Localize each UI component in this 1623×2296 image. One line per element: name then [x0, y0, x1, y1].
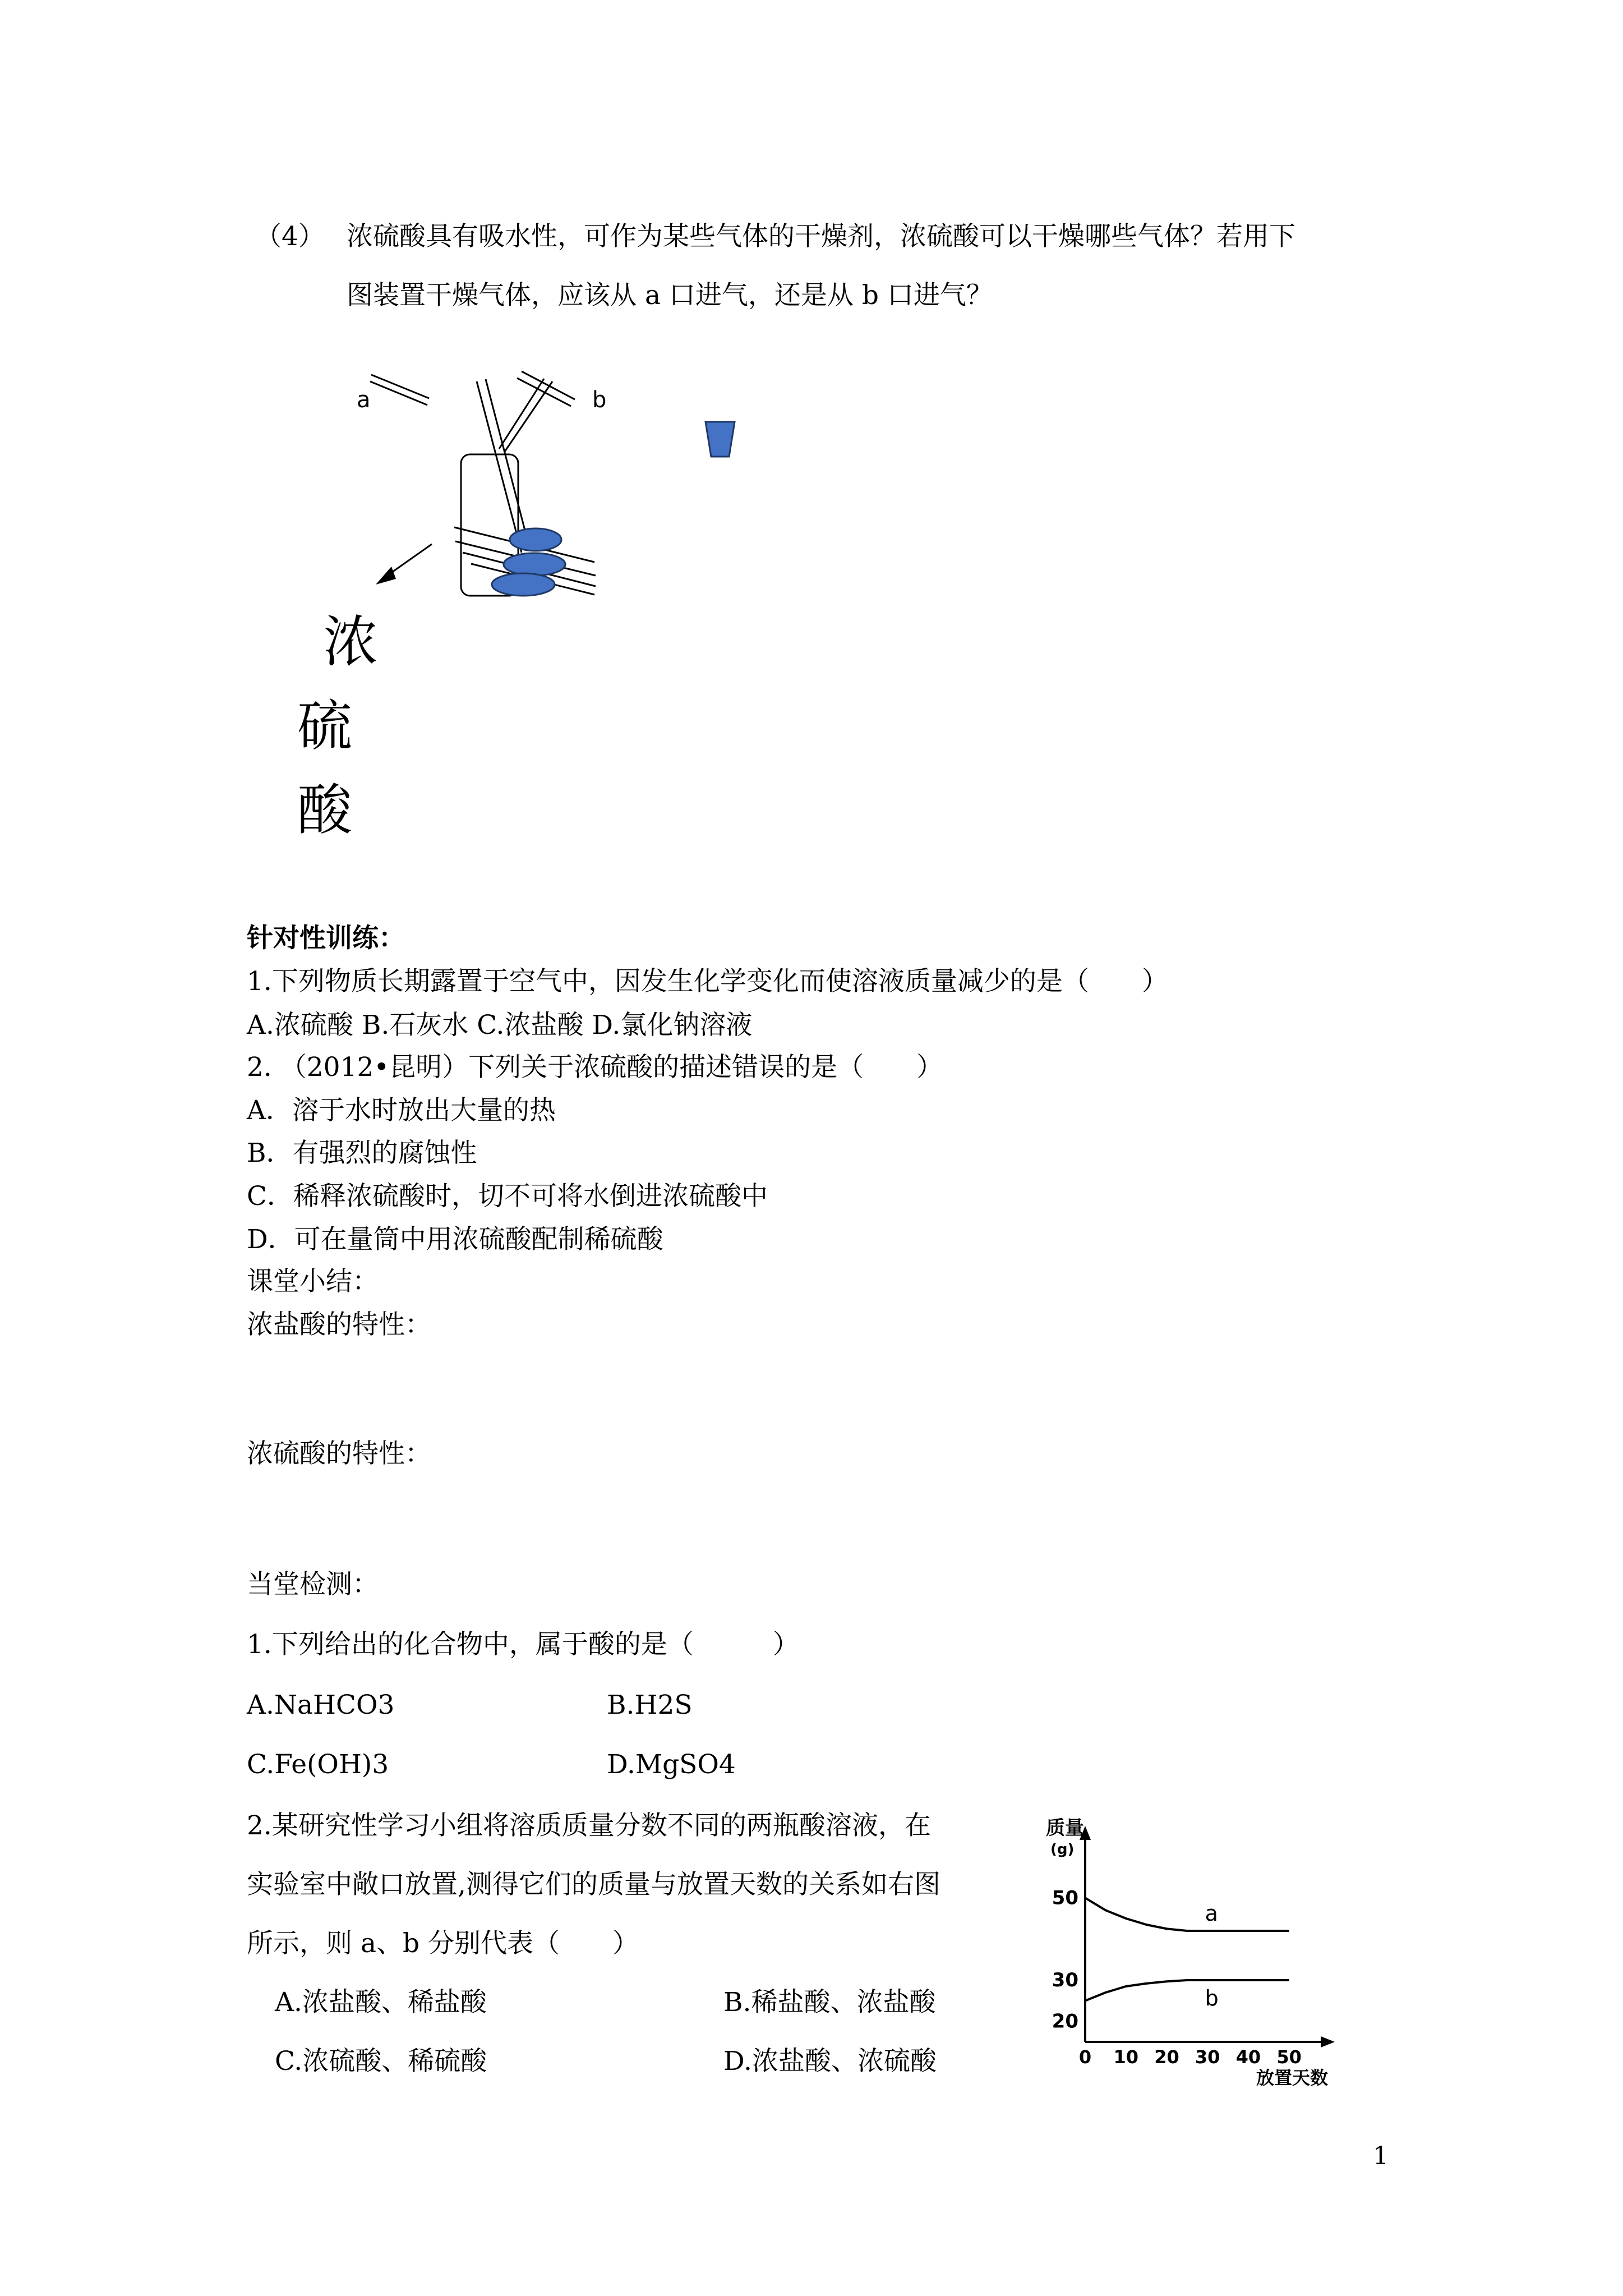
chart-svg: [1043, 1818, 1335, 2087]
y-axis-unit: (g): [1050, 1841, 1075, 1858]
training-q2-option-b: B．有强烈的腐蚀性: [247, 1138, 477, 1168]
series-label-a: a: [1205, 1901, 1218, 1926]
question-4-text-line-2: 图装置干燥气体，应该从 a 口进气，还是从 b 口进气？: [347, 280, 993, 311]
stopper-shape: [703, 420, 737, 459]
check-heading: 当堂检测：: [247, 1569, 379, 1600]
vertical-label-char-2: 硫: [297, 694, 353, 758]
inlet-b-label: b: [592, 387, 607, 413]
x-tick-label: 50: [1276, 2046, 1302, 2068]
series-label-b: b: [1205, 1986, 1219, 2010]
check-q2-option-b: B.稀盐酸、浓盐酸: [723, 1987, 936, 2018]
training-q1-options: A.浓硫酸 B.石灰水 C.浓盐酸 D.氯化钠溶液: [247, 1010, 753, 1041]
question-number: （4）: [255, 221, 325, 252]
training-q2-option-c: C．稀释浓硫酸时，切不可将水倒进浓硫酸中: [247, 1181, 768, 1212]
inlet-a-label: a: [357, 387, 371, 413]
y-axis-label: 质量: [1046, 1818, 1084, 1839]
mass-vs-days-chart: [1043, 1818, 1335, 2087]
x-tick-label: 30: [1195, 2046, 1220, 2068]
training-q2: 2. （2012•昆明）下列关于浓硫酸的描述错误的是（ ）: [247, 1052, 943, 1083]
summary-heading: 课堂小结：: [247, 1266, 379, 1297]
check-q1-option-b: B.H2S: [607, 1690, 693, 1720]
y-tick-label: 50: [1052, 1887, 1078, 1910]
x-tick-label: 0: [1078, 2046, 1092, 2068]
question-4-text-line-1: 浓硫酸具有吸水性，可作为某些气体的干燥剂，浓硫酸可以干燥哪些气体？若用下: [347, 221, 1295, 252]
training-q2-option-d: D．可在量筒中用浓硫酸配制稀硫酸: [247, 1224, 663, 1255]
check-q2-line-3: 所示，则 a、b 分别代表（ ）: [247, 1928, 639, 1959]
oval-shape: [504, 553, 565, 576]
page-number: 1: [1373, 2142, 1389, 2170]
check-q1-option-d: D.MgSO4: [607, 1749, 736, 1780]
check-q1: 1.下列给出的化合物中，属于酸的是（ ）: [247, 1629, 799, 1660]
x-axis-label: 放置天数: [1256, 2067, 1329, 2087]
x-tick-label: 10: [1113, 2046, 1138, 2068]
series-line-a: [1085, 1898, 1289, 1931]
check-q2-option-a: A.浓盐酸、稀盐酸: [275, 1987, 487, 2018]
check-q2-option-c: C.浓硫酸、稀硫酸: [275, 2046, 487, 2077]
training-q1: 1.下列物质长期露置于空气中，因发生化学变化而使溶液质量减少的是（ ）: [247, 966, 1168, 997]
summary-hcl: 浓盐酸的特性：: [247, 1309, 431, 1340]
check-q2-line-1: 2.某研究性学习小组将溶质质量分数不同的两瓶酸溶液，在: [247, 1810, 931, 1841]
check-q2-option-d: D.浓盐酸、浓硫酸: [723, 2046, 937, 2077]
check-q2-line-2: 实验室中敞口放置,测得它们的质量与放置天数的关系如右图: [247, 1869, 940, 1900]
summary-h2so4: 浓硫酸的特性：: [247, 1438, 431, 1469]
drying-apparatus-diagram: [336, 359, 763, 606]
vertical-label-char-1: 浓: [323, 610, 379, 674]
vertical-label-char-3: 酸: [297, 779, 353, 843]
oval-shape: [492, 573, 555, 596]
training-q2-option-a: A．溶于水时放出大量的热: [247, 1095, 556, 1126]
check-q1-option-a: A.NaHCO3: [247, 1690, 395, 1720]
training-heading: 针对性训练：: [247, 923, 405, 954]
y-tick-label: 30: [1052, 1969, 1078, 1991]
x-tick-label: 40: [1235, 2046, 1261, 2068]
y-tick-label: 20: [1052, 2010, 1078, 2033]
series-line-b: [1085, 1980, 1289, 2001]
x-tick-label: 20: [1154, 2046, 1179, 2068]
check-q1-option-c: C.Fe(OH)3: [247, 1749, 389, 1780]
oval-shape: [510, 528, 561, 551]
x-axis-arrow: [1321, 2036, 1335, 2047]
apparatus-svg: [336, 359, 763, 606]
